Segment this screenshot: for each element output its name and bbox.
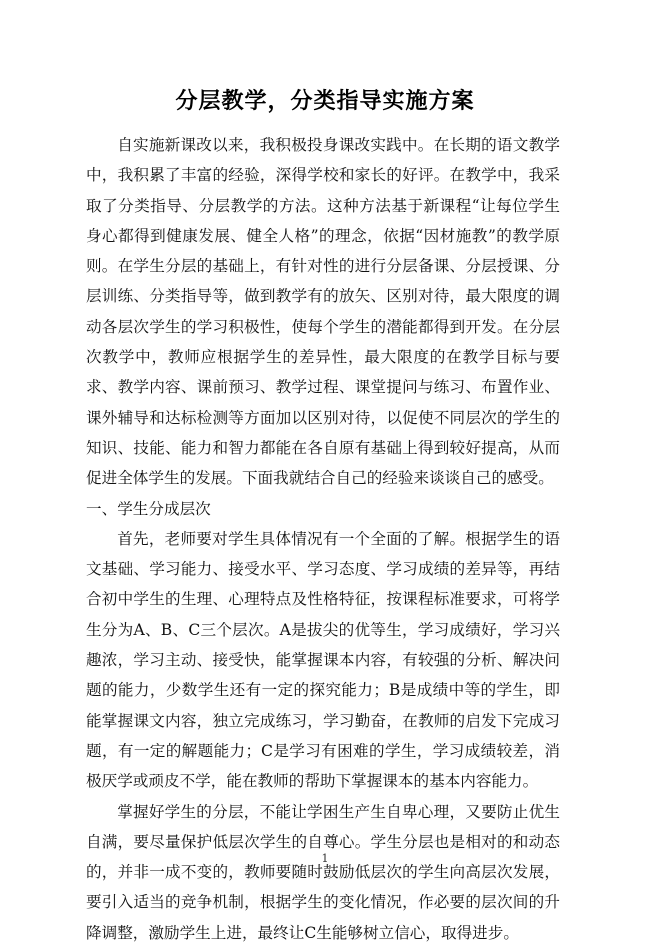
page-number: 1: [321, 852, 329, 865]
section-paragraph-1: 首先，老师要对学生具体情况有一个全面的了解。根据学生的语文基础、学习能力、接受水平、学习态度、学习成绩的差异等，再结合初中学生的生理、心理特点及性格特征，按课程标准要求，可将学生分为A、B、C三个层次。A是拔尖的优等生，学习成绩好，学习兴趣浓，学习主动、接受快，能掌握课本内容，有较强的分析、解决问题的能力，少数学生还有一定的探究能力；B是成绩中等的学生，即能掌握课文内容，独立完成练习，学习勤奋，在教师的启发下完成习题，有一定的解题能力；C是学习有困难的学生，学习成绩较差，消极厌学或顽皮不学，能在教师的帮助下掌握课本的基本内容能力。: [86, 529, 560, 791]
section-heading: 一、学生分成层次: [86, 499, 211, 518]
intro-paragraph: 自实施新课改以来，我积极投身课改实践中。在长期的语文教学中，我积累了丰富的经验，深得学校和家长的好评。在教学中，我采取了分类指导、分层教学的方法。这种方法基于新课程“让每位学生身心都得到健康发展、健全人格”的理念，依据“因材施教”的教学原则。在学生分层的基础上，有针对性的进行分层备课、分层授课、分层训练、分类指导等，做到教学有的放矢、区别对待，最大限度的调动各层次学生的学习积极性，使每个学生的潜能都得到开发。在分层次教学中，教师应根据学生的差异性，最大限度的在教学目标与要求、教学内容、课前预习、教学过程、课堂提问与练习、布置作业、课外辅导和达标检测等方面加以区别对待，以促使不同层次的学生的知识、技能、能力和智力都能在各自原有基础上得到较好提高，从而促进全体学生的发展。下面我就结合自己的经验来谈谈自己的感受。: [86, 136, 560, 488]
section-paragraph-2: 掌握好学生的分层，不能让学困生产生自卑心理，又要防止优生自满，要尽量保护低层次学生的自尊心。学生分层也是相对的和动态的，并非一成不变的，教师要随时鼓励低层次的学生向高层次发展，要引入适当的竞争机制，根据学生的变化情况，作必要的层次间的升降调整，激励学生上进，最终让C生能够树立信心，取得进步。: [86, 802, 560, 942]
document-body: [86, 130, 560, 948]
document-title: 分层教学，分类指导实施方案: [175, 89, 475, 114]
